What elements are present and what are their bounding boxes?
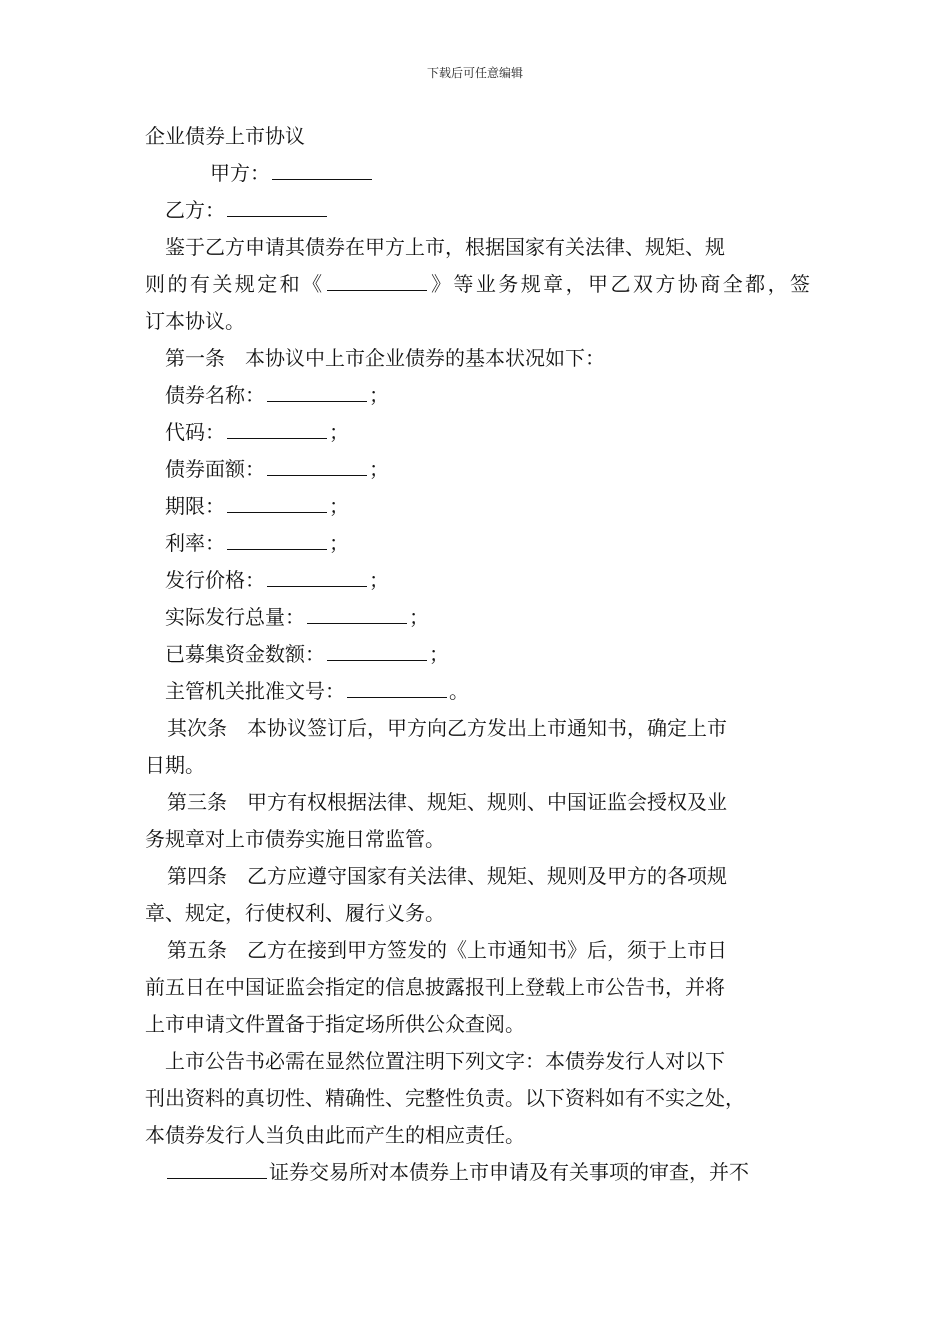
preamble-line-2 (145, 266, 810, 303)
field-label: 期限： (165, 494, 225, 518)
preamble-text-b: 》等业务规章，甲乙双方协商全都，签 (428, 272, 811, 296)
last-line (145, 1154, 810, 1191)
field-blank (227, 531, 327, 550)
field-term (145, 488, 810, 525)
document-body (145, 118, 810, 1191)
article-3-line-2: 务规章对上市债券实施日常监管。 (145, 827, 445, 851)
page-header: 下载后可任意编辑 (426, 66, 523, 80)
article-5-line-1: 第五条 乙方在接到甲方签发的《上市通知书》后，须于上市日 (167, 938, 727, 962)
field-end: ； (329, 494, 349, 518)
field-blank (327, 642, 427, 661)
article-5-line-2: 前五日在中国证监会指定的信息披露报刊上登载上市公告书，并将 (145, 975, 725, 999)
article-2-line-2: 日期。 (145, 753, 205, 777)
party-b-blank (227, 198, 327, 217)
notice-line-3: 本债券发行人当负由此而产生的相应责任。 (145, 1123, 525, 1147)
party-a-line (145, 155, 810, 192)
field-label: 代码： (165, 420, 225, 444)
field-end: ； (369, 457, 389, 481)
party-a-blank (272, 161, 372, 180)
article-4-line-2: 章、规定，行使权利、履行义务。 (145, 901, 445, 925)
field-issue-price (145, 562, 810, 599)
exchange-blank (167, 1160, 267, 1179)
field-end: ； (409, 605, 429, 629)
field-label: 实际发行总量： (165, 605, 305, 629)
field-bond-name (145, 377, 810, 414)
field-total-issued (145, 599, 810, 636)
notice-line-2: 刊出资料的真切性、精确性、完整性负责。以下资料如有不实之处， (145, 1086, 745, 1110)
field-label: 已募集资金数额： (165, 642, 325, 666)
last-line-text: 证券交易所对本债券上市申请及有关事项的审查，并不 (269, 1160, 749, 1184)
preamble-line-1: 鉴于乙方申请其债券在甲方上市，根据国家有关法律、规矩、规 (165, 235, 725, 259)
article-5-line-3: 上市申请文件置备于指定场所供公众查阅。 (145, 1012, 525, 1036)
party-b-label: 乙方： (165, 198, 225, 222)
preamble-text-a: 则的有关规定和《 (145, 272, 325, 296)
field-blank (267, 383, 367, 402)
article-3-line-1: 第三条 甲方有权根据法律、规矩、规则、中国证监会授权及业 (167, 790, 727, 814)
field-blank (307, 605, 407, 624)
field-rate (145, 525, 810, 562)
field-end: ； (369, 568, 389, 592)
field-blank (227, 420, 327, 439)
article-4-line-1: 第四条 乙方应遵守国家有关法律、规矩、规则及甲方的各项规 (167, 864, 727, 888)
field-face-value (145, 451, 810, 488)
preamble-blank (327, 272, 427, 291)
field-label: 发行价格： (165, 568, 265, 592)
field-approval-number (145, 673, 810, 710)
preamble-line-3: 订本协议。 (145, 309, 245, 333)
document-title: 企业债券上市协议 (145, 124, 305, 148)
article-2-line-1: 其次条 本协议签订后，甲方向乙方发出上市通知书，确定上市 (167, 716, 727, 740)
field-end: ； (329, 420, 349, 444)
field-label: 债券名称： (165, 383, 265, 407)
field-funds-raised (145, 636, 810, 673)
field-code (145, 414, 810, 451)
field-label: 利率： (165, 531, 225, 555)
field-blank (227, 494, 327, 513)
field-label: 主管机关批准文号： (165, 679, 345, 703)
field-blank (347, 679, 447, 698)
party-a-label: 甲方： (210, 161, 270, 185)
party-b-line (145, 192, 810, 229)
field-end: 。 (449, 679, 469, 703)
field-end: ； (369, 383, 389, 407)
field-blank (267, 568, 367, 587)
field-end: ； (429, 642, 449, 666)
article-1: 第一条 本协议中上市企业债券的基本状况如下： (165, 346, 605, 370)
field-end: ； (329, 531, 349, 555)
field-label: 债券面额： (165, 457, 265, 481)
field-blank (267, 457, 367, 476)
notice-line-1: 上市公告书必需在显然位置注明下列文字：本债券发行人对以下 (165, 1049, 725, 1073)
